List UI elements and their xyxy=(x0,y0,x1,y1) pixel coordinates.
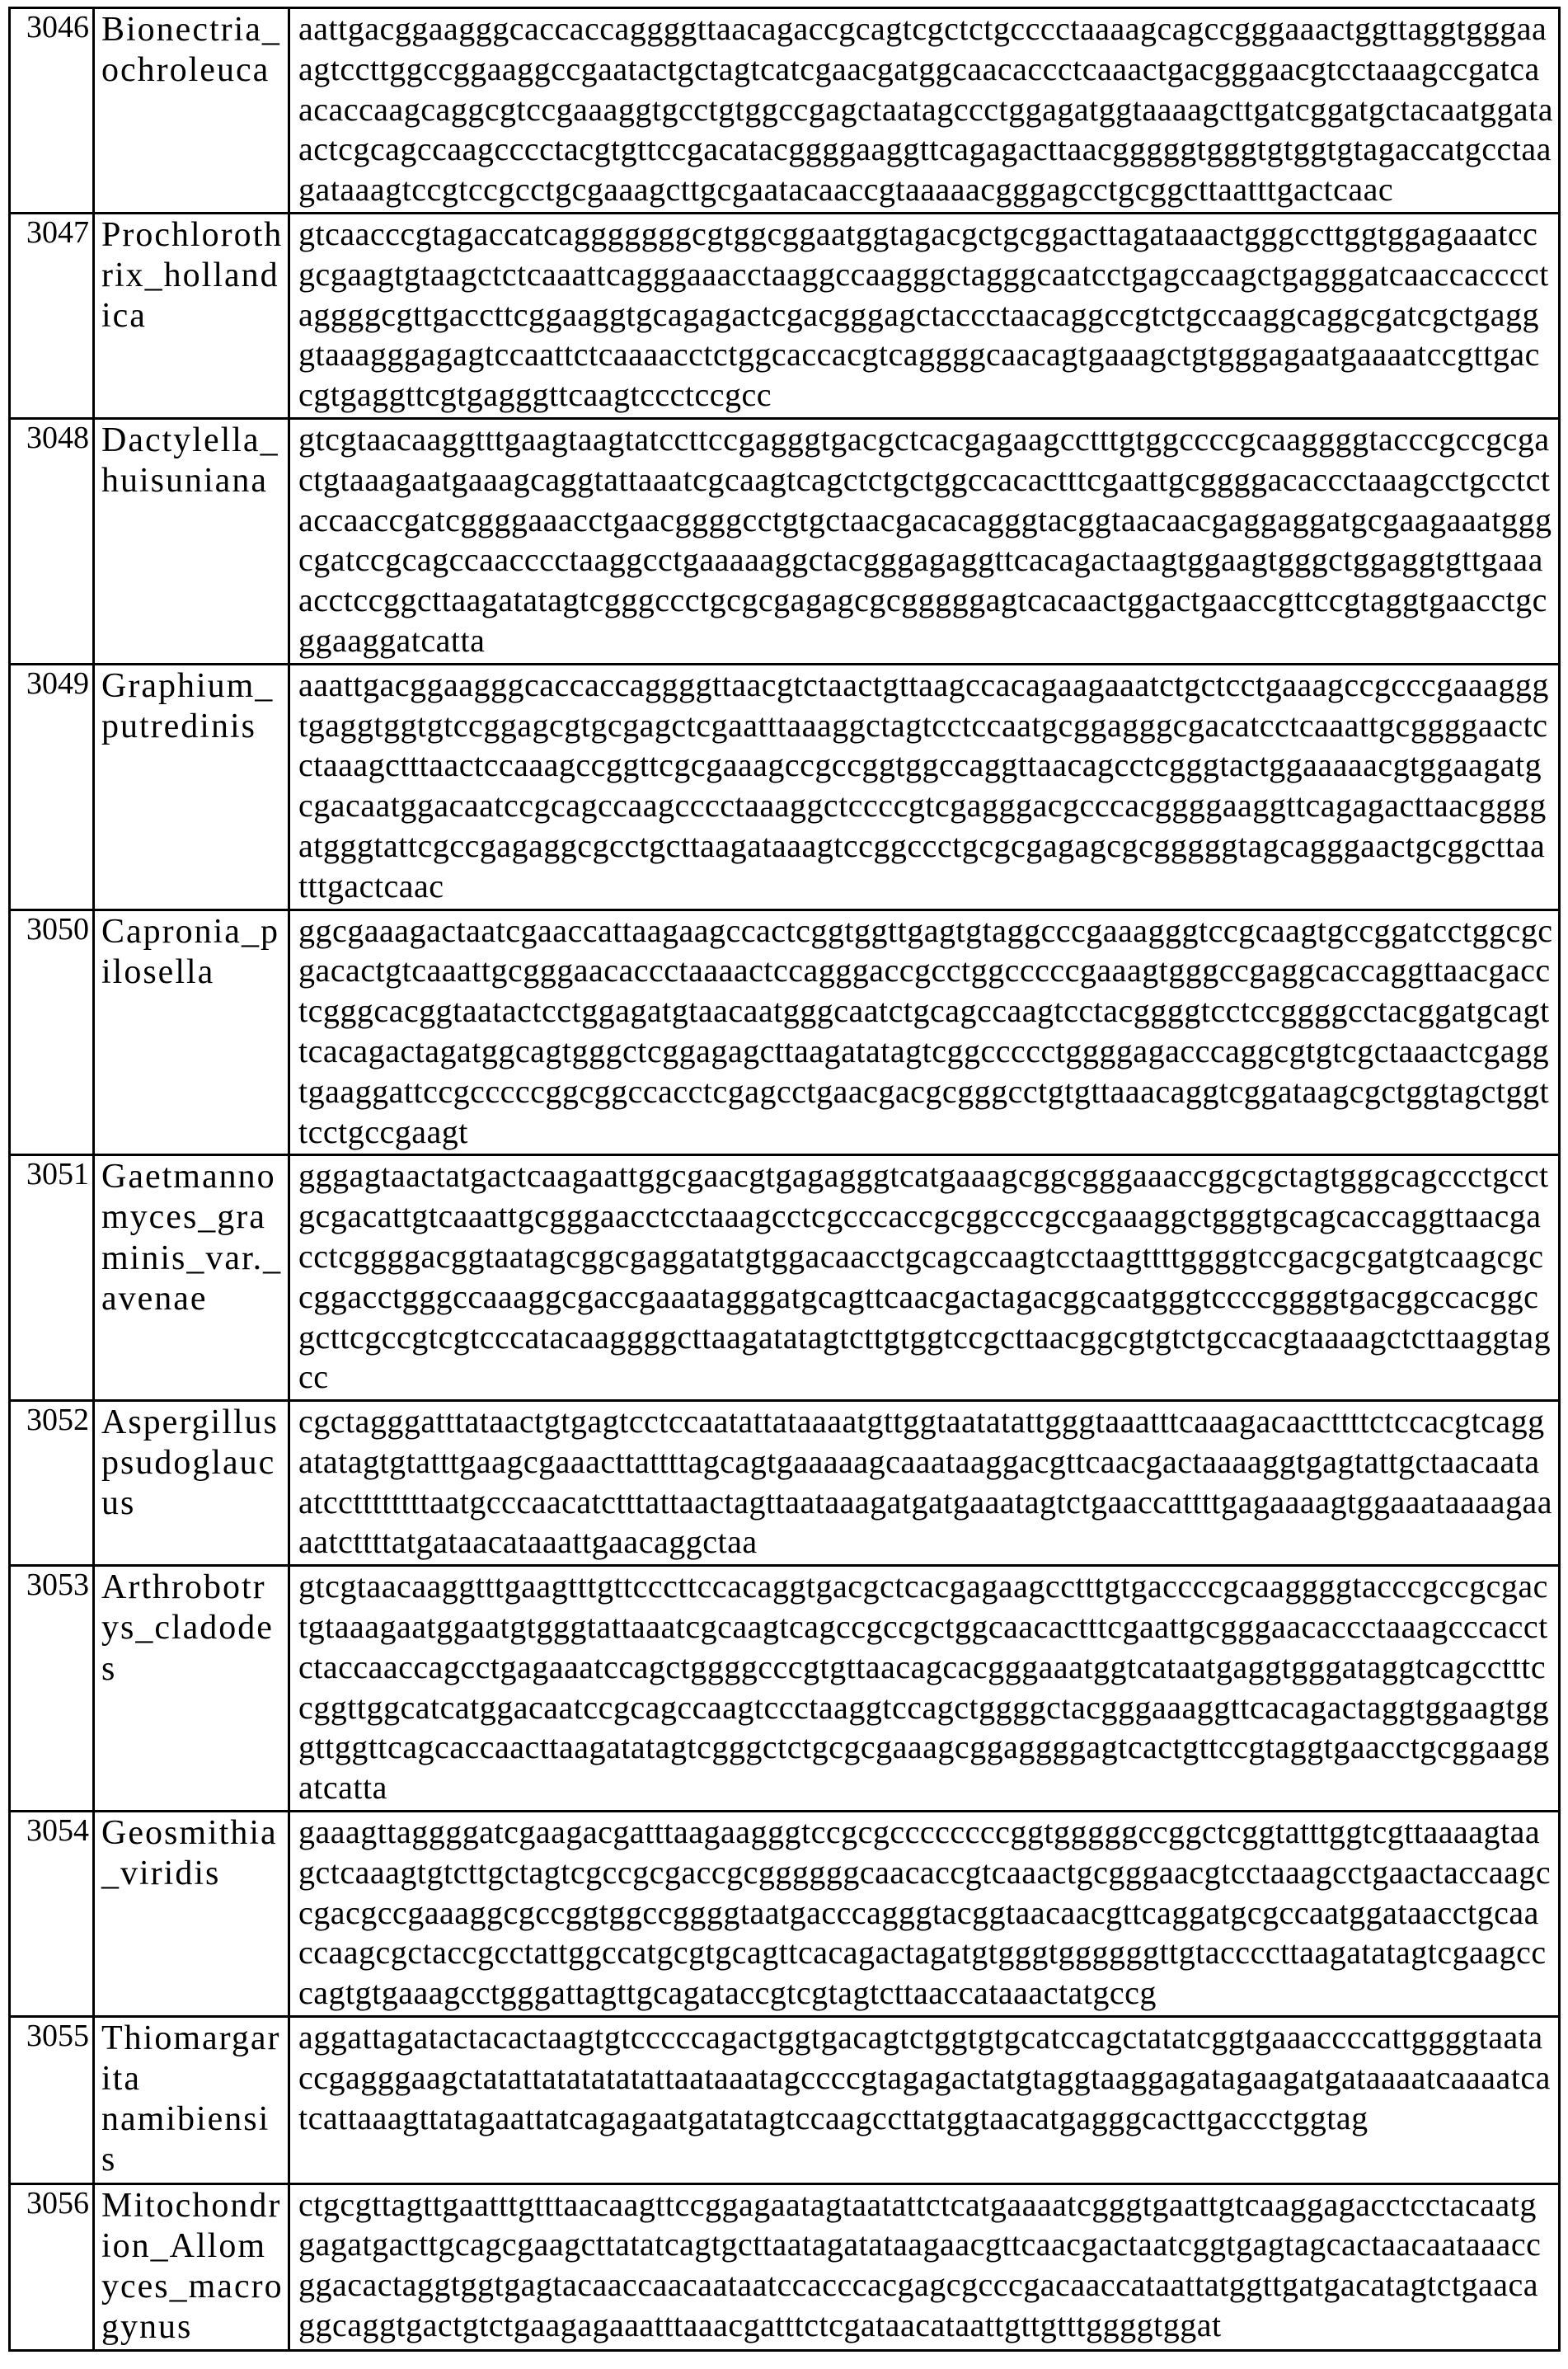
organism-name: Prochlorothrix_hollandica xyxy=(94,213,289,418)
dna-sequence: gtcaacccgtagaccatcagggggggcgtggcggaatggtagacgctgcggacttagataaactgggccttggtggagaaatccgcgaagtgtaagctctcaaattcagggaaacctaaggccaagggctagggcaatcctgagccaagctgagggatcaaccacccctaggggcgttgaccttcggaaggtgcagagactcgacgggagctaccctaacaggccgtctgccaaggcaggcgatcgctgagggtaaagggagagtccaattctcaaaacctctggcaccacgtcaggggcaacagtgaaagctgtgggagaatgaaaatccgttgaccgtgaggttcgtgagggttcaagtccctccgcc xyxy=(289,213,1560,418)
sequence-table-body xyxy=(10,8,1560,2351)
row-id: 3050 xyxy=(10,910,94,1155)
row-id: 3053 xyxy=(10,1566,94,1812)
row-id: 3048 xyxy=(10,418,94,664)
organism-name: Mitochondrion_Allomyces_macrogynus xyxy=(94,2183,289,2351)
row-id: 3047 xyxy=(10,213,94,418)
organism-name: Capronia_pilosella xyxy=(94,910,289,1155)
dna-sequence: ggcgaaagactaatcgaaccattaagaagccactcggtggttgagtgtaggcccgaaagggtccgcaagtgccggatcctggcgcgacactgtcaaattgcgggaacaccctaaaactccagggaccgcctggcccccgaaagtgggccgaggcaccaggttaacgacctcgggcacggtaatactcctggagatgtaacaatgggcaatctgcagccaagtcctacggggtcctccggggcctacggatgcagttcacagactagatggcagtgggctcggagagcttaagatatagtcggccccctggggagacccaggcgtgtcgctaaactcgaggtgaaggattccgcccccggcggccacctcgagcctgaacgacgcgggcctgtgttaaacaggtcggataagcgctggtagctggttcctgccgaagt xyxy=(289,910,1560,1155)
organism-name: Graphium_putredinis xyxy=(94,664,289,910)
row-id: 3051 xyxy=(10,1155,94,1401)
dna-sequence: aattgacggaagggcaccaccaggggttaacagaccgcagtcgctctgcccctaaaagcagccgggaaactggttaggtgggaaagtccttggccggaaggccgaatactgctagtcatcgaacgatggcaacaccctcaaactgacgggaacgtcctaaagccgatcaacaccaagcaggcgtccgaaaggtgcctgtggccgagctaatagccctggagatggtaaaagcttgatcggatgctacaatggataactcgcagccaagcccctacgtgttccgacatacggggaaggttcagagacttaacgggggtgggtgtggtgtagaccatgcctaagataaagtccgtccgcctgcgaaagcttgcgaatacaaccgtaaaaacgggagcctgcggcttaatttgactcaac xyxy=(289,8,1560,214)
dna-sequence: aaattgacggaagggcaccaccaggggttaacgtctaactgttaagccacagaagaaatctgctcctgaaagccgcccgaaagggtgaggtggtgtccggagcgtgcgagctcgaatttaaaggctagtcctccaatgcggagggcgacatcctcaaattgcggggaactcctaaagctttaactccaaagccggttcgcgaaagccgccggtggccaggttaacagcctcgggtactggaaaaacgtggaagatgcgacaatggacaatccgcagccaagcccctaaaggctccccgtcgagggacgcccacggggaaggttcagagacttaacggggatgggtattcgccgagaggcgcctgcttaagataaagtccggccctgcgcgagagcgcgggggtagcagggaactgcggcttaatttgactcaac xyxy=(289,664,1560,910)
row-id: 3052 xyxy=(10,1401,94,1566)
table-row xyxy=(10,1812,1560,2017)
table-row xyxy=(10,418,1560,664)
sequence-table xyxy=(8,7,1561,2352)
table-row xyxy=(10,8,1560,214)
organism-name: Bionectria_ochroleuca xyxy=(94,8,289,214)
table-row xyxy=(10,1155,1560,1401)
organism-name: Thiomargarita namibiensis xyxy=(94,2017,289,2184)
organism-name: Geosmithia_viridis xyxy=(94,1812,289,2017)
table-row xyxy=(10,1401,1560,1566)
table-row xyxy=(10,2017,1560,2184)
dna-sequence: gtcgtaacaaggtttgaagtttgttcccttccacaggtgacgctcacgagaagcctttgtgaccccgcaaggggtacccgccgcgactgtaaagaatggaatgtgggtattaaatcgcaagtcagccgccgctggcaacactttcgaattgcgggaacaccctaaagcccacctctaccaaccagcctgagaaatccagctggggcccgtgttaacagcacgggaaatggtcataatgaggtgggataggtcagcctttccggttggcatcatggacaatccgcagccaagtccctaaggtccagctggggctacgggaaaggttcacagactaggtggaagtgggttggttcagcaccaacttaagatatagtcgggctctgcgcgaaagcggaggggagtcactgttccgtaggtgaacctgcggaaggatcatta xyxy=(289,1566,1560,1812)
row-id: 3056 xyxy=(10,2183,94,2351)
organism-name: Arthrobotrys_cladodes xyxy=(94,1566,289,1812)
organism-name: Gaetmannomyces_graminis_var._avenae xyxy=(94,1155,289,1401)
table-row xyxy=(10,2183,1560,2351)
row-id: 3046 xyxy=(10,8,94,214)
table-row xyxy=(10,910,1560,1155)
table-row xyxy=(10,664,1560,910)
table-row xyxy=(10,1566,1560,1812)
dna-sequence: gggagtaactatgactcaagaattggcgaacgtgagagggtcatgaaagcggcgggaaaccggcgctagtgggcagccctgcctgcgacattgtcaaattgcgggaacctcctaaagcctcgcccaccgcggcccgccgaaaggctgggtgcagcaccaggttaacgacctcggggacggtaatagcggcgaggatatgtggacaacctgcagccaagtcctaagttttggggtccgacgcgatgtcaagcgccggacctgggccaaaggcgaccgaaatagggatgcagttcaacgactagacggcaatgggtccccggggtgacggccacggcgcttcgccgtcgtcccatacaaggggcttaagatatagtcttgtggtccgcttaacggcgtgtctgccacgtaaaagctcttaaggtagcc xyxy=(289,1155,1560,1401)
organism-name: Dactylella_huisuniana xyxy=(94,418,289,664)
row-id: 3049 xyxy=(10,664,94,910)
row-id: 3055 xyxy=(10,2017,94,2184)
dna-sequence: gtcgtaacaaggtttgaagtaagtatccttccgagggtgacgctcacgagaagcctttgtggccccgcaaggggtacccgccgcgactgtaaagaatgaaagcaggtattaaatcgcaagtcagctctgctggccacactttcgaattgcggggacaccctaaagcctgcctctaccaaccgatcggggaaacctgaacggggcctgtgctaacgacacagggtacggtaacaacgaggaggatgcgaagaaatgggcgatccgcagccaacccctaaggcctgaaaaaggctacgggagaggttcacagactaagtggaagtgggctggaggtgttgaaaacctccggcttaagatatagtcgggccctgcgcgagagcgcgggggagtcacaactggactgaaccgttccgtaggtgaacctgcggaaggatcatta xyxy=(289,418,1560,664)
row-id: 3054 xyxy=(10,1812,94,2017)
dna-sequence: ctgcgttagttgaatttgtttaacaagttccggagaatagtaatattctcatgaaaatcgggtgaattgtcaaggagacctcctacaatggagatgacttgcagcgaagcttatatcagtgcttaatagatataagaacgttcaacgactaatcggtgagtagcactaacaataaaccggacactaggtggtgagtacaaccaacaataatccacccacgagcgcccgacaaccataattatggttgatgacatagtctgaacaggcaggtgactgtctgaagagaaatttaaacgatttctcgataacataattgttgtttggggtggat xyxy=(289,2183,1560,2351)
table-row xyxy=(10,213,1560,418)
organism-name: Aspergillus psudoglaucus xyxy=(94,1401,289,1566)
dna-sequence: cgctagggatttataactgtgagtcctccaatattataaaatgttggtaatatattgggtaaatttcaaagacaacttttctccacgtcaggatatagtgtatttgaagcgaaacttattttagcagtgaaaaagcaaataaggacgttcaacgactaaaaggtgagtattgctaacaataatccttttttttaatgcccaacatctttattaactagttaataaagatgatgaaatagtctgaaccattttgagaaaagtggaaataaaagaaaatcttttatgataacataaattgaacaggctaa xyxy=(289,1401,1560,1566)
dna-sequence: gaaagttaggggatcgaagacgatttaagaagggtccgcgccccccccggtgggggccggctcggtatttggtcgttaaaagtaagctcaaagtgtcttgctagtcgccgcgaccgcggggggcaacaccgtcaaactgcgggaacgtcctaaagcctgaactaccaagccgacgccgaaaggcgccggtggccggggtaatgacccagggtacggtaacaacgttcaggatgcgccaatggataacctgcaaccaagcgctaccgcctattggccatgcgtgcagttcacagactagatgtgggtggggggttgtaccccttaagatatagtcgaagcccagtgtgaaagcctgggattagttgcagataccgtcgtagtcttaaccataaactatgccg xyxy=(289,1812,1560,2017)
dna-sequence: aggattagatactacactaagtgtcccccagactggtgacagtctggtgtgcatccagctatatcggtgaaaccccattggggtaataccgagggaagctatattatatatatattaataaatagccccgtagagactatgtaggtaaggagatagaagatgataaaatcaaaatcatcattaaagttatagaattatcagagaatgatatagtccaagccttatggtaacatgagggcacttgaccctggtag xyxy=(289,2017,1560,2184)
